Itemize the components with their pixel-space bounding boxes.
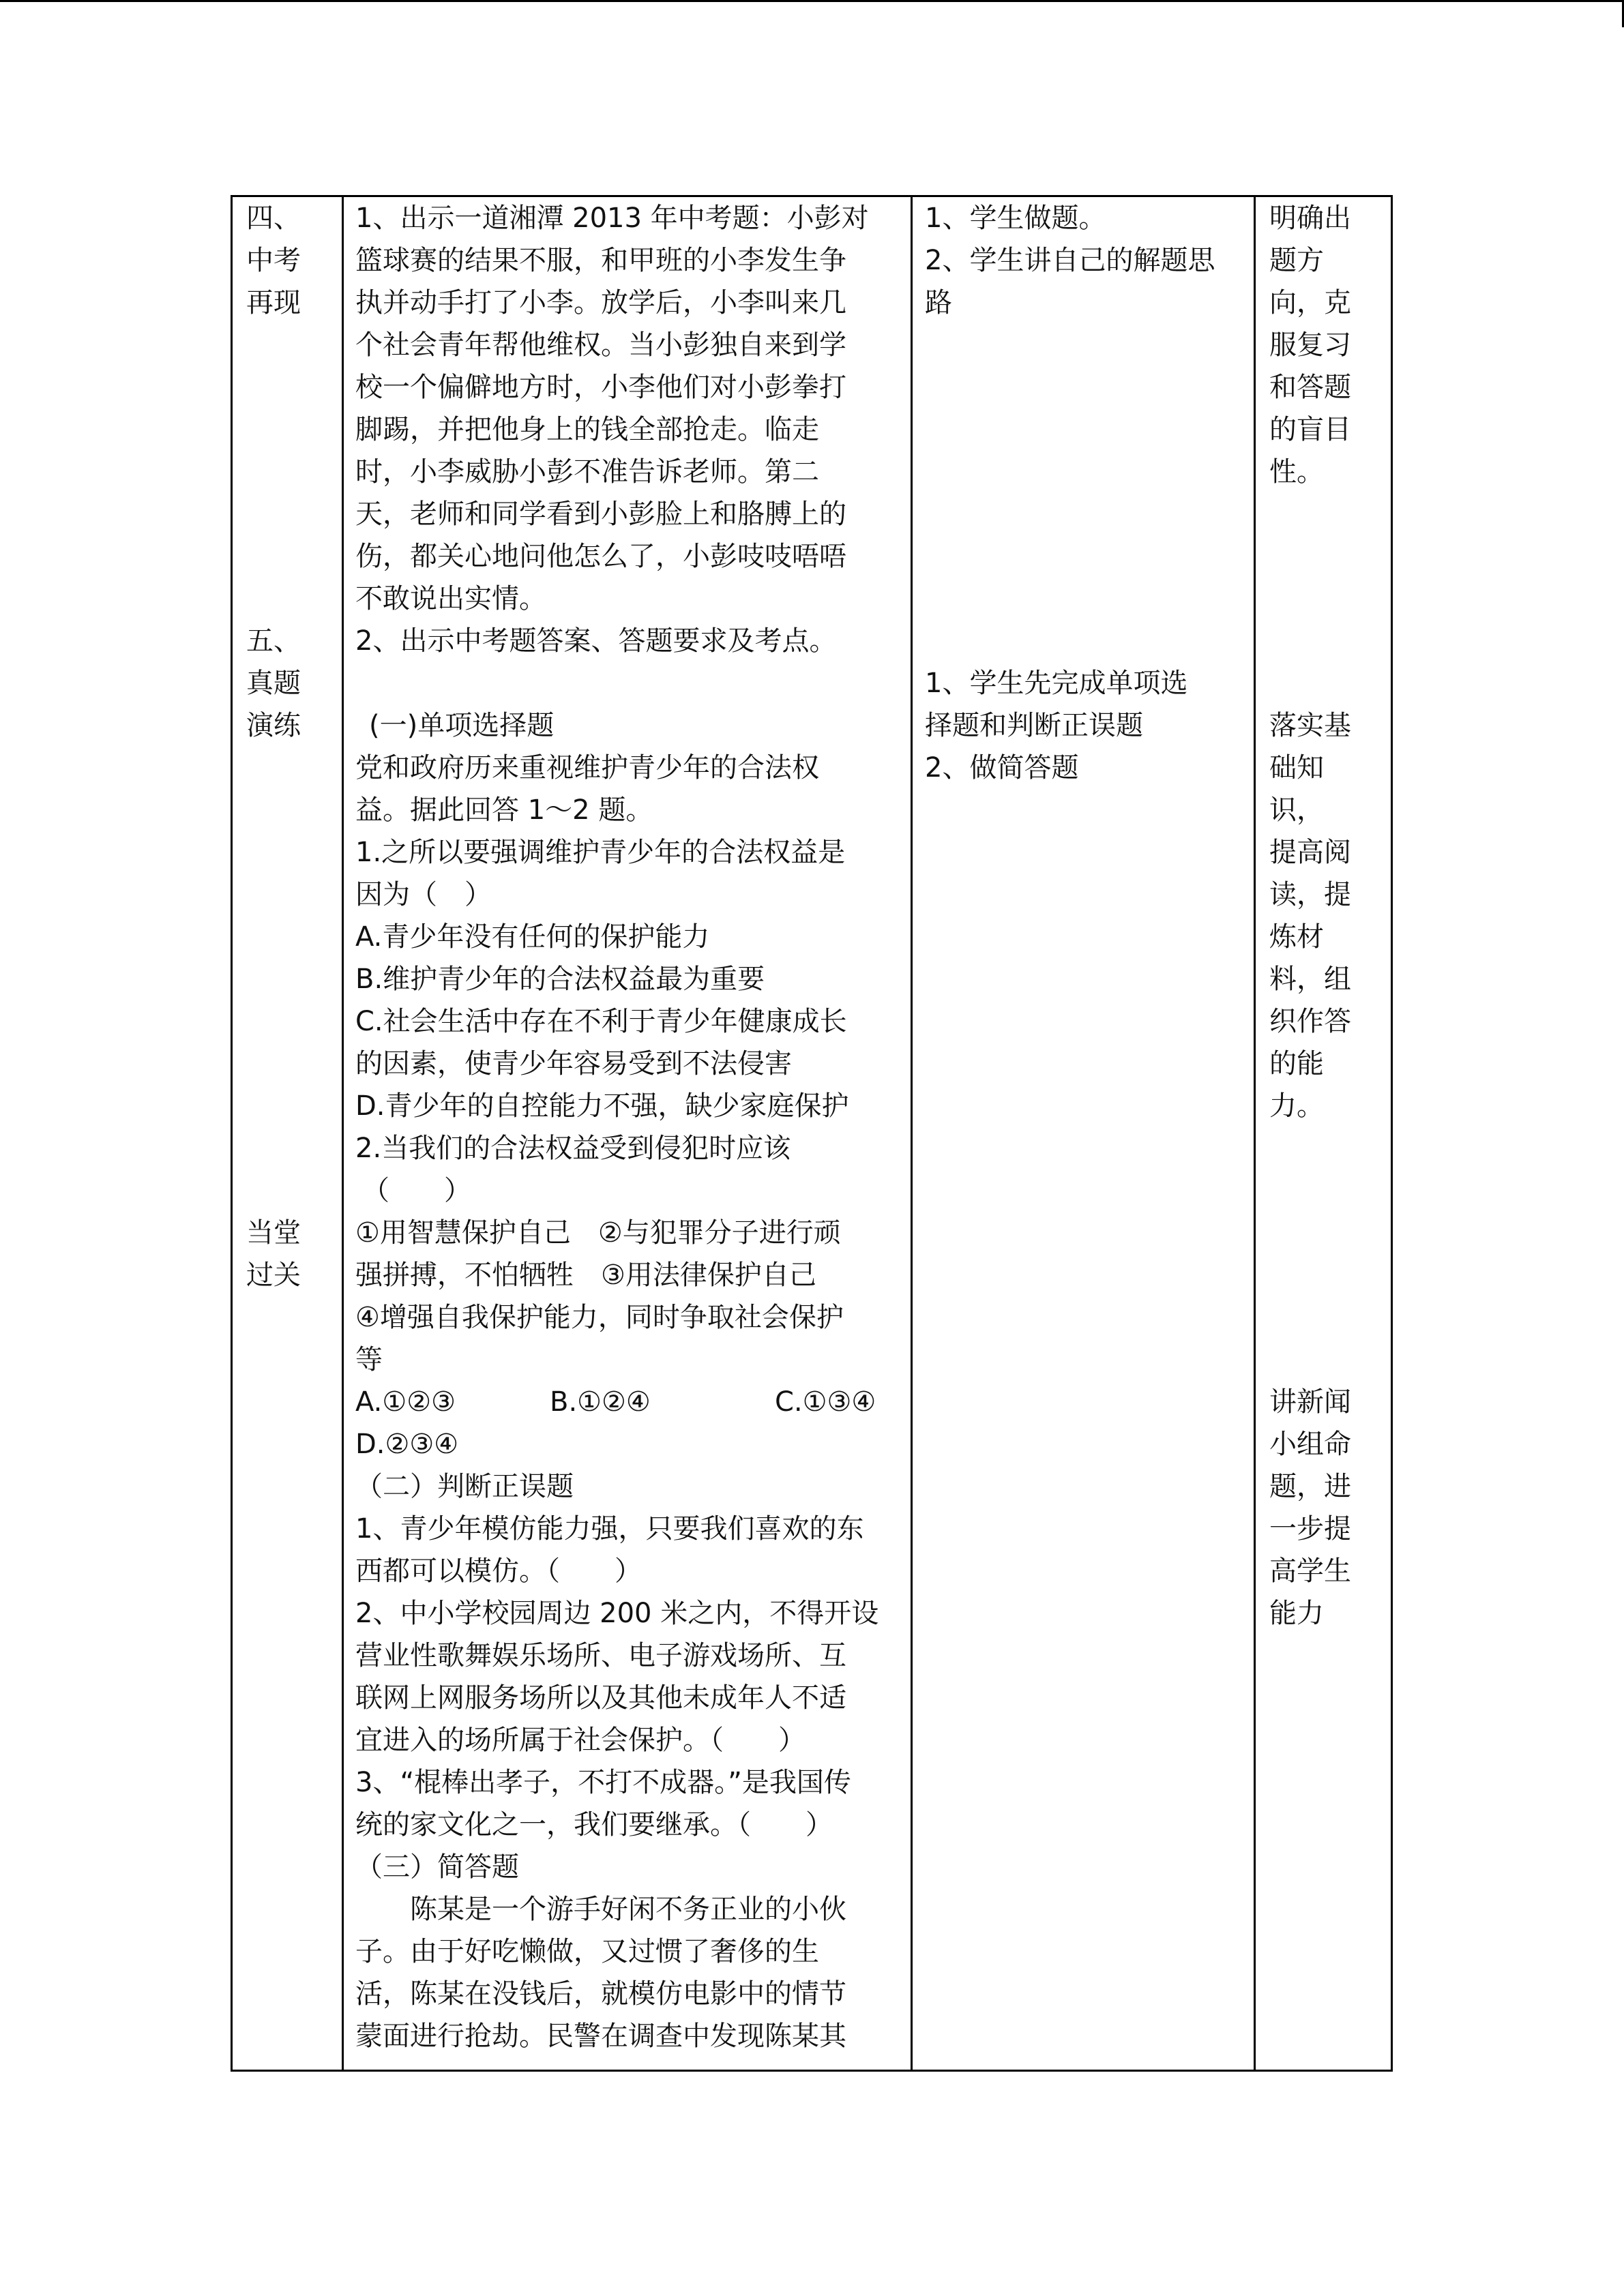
answer-options-row <box>355 1381 901 1423</box>
option-b: B.①②④ <box>550 1386 651 1418</box>
option-a: A.①②③ <box>355 1386 456 1418</box>
design-intent-column <box>1269 197 1372 1635</box>
design-intent-block-2: 落实基 础知 识， 提高阅 读，提 炼材 料，组 织作答 的能 力。 <box>1269 710 1351 1122</box>
student-activity-block-1: 1、学生做题。 2、学生讲自己的解题思 路 <box>925 203 1215 318</box>
section-4-heading: 四、 中考 再现 <box>246 203 301 318</box>
column-divider <box>911 197 913 2070</box>
student-activity-block-2: 1、学生先完成单项选 择题和判断正误题 2、做简答题 <box>925 668 1188 784</box>
exam-question-block: 1、出示一道湘潭 2013 年中考题：小彭对 篮球赛的结果不服，和甲班的小李发生争 执并动手打了小李。放学后，小李叫来几 个社会青年帮他维权。当小彭独自来到学 校一个偏僻地方时，小李他们对小彭拳打 脚踢，并把他身上的钱全部抢走。临走 时，小李威胁小彭不准告诉老师。第二 天，老师和同学看到小彭脸上和胳膊上的 伤，都关心地问他怎么了，小彭吱吱唔唔 不敢说出实情。 2、出示中考题答案、答题要求及考点。 <box>355 203 869 657</box>
lesson-plan-table <box>231 195 1393 2072</box>
student-activity-column <box>925 197 1252 789</box>
page-top-border <box>0 0 1624 2</box>
section-6-heading: 当堂 过关 <box>246 1217 301 1291</box>
multiple-choice-block: (一)单项选择题 党和政府历来重视维护青少年的合法权 益。据此回答 1～2 题。 1.之所以要强调维护青少年的合法权益是 因为（ ） A.青少年没有任何的保护能力 B.维护青少年的合法权益最为重要 C.社会生活中存在不利于青少年健康成长 的因素，使青少年容易受到不法侵害 D.青少年的自控能力不强，缺少家庭保护 2.当我们的合法权益受到侵犯时应该 （ ） ①用智慧保护自己 ②与犯罪分子进行顽 强拼搏，不怕牺牲 ③用法律保护自己 ④增强自我保护能力，同时争取社会保护 等 A.①②③ B.①②④ C.①③④ <box>355 704 901 1423</box>
true-false-and-short-answer-block: D.②③④ （二）判断正误题 1、青少年模仿能力强，只要我们喜欢的东 西都可以模仿。（ ） 2、中小学校园周边 200 米之内，不得开设 营业性歌舞娱乐场所、电子游戏场所、互 联网上网服务场所以及其他未成年人不适 宜进入的场所属于社会保护。（ ） 3、“棍棒出孝子，不打不成器。”是我国传 统的家文化之一，我们要继承。（ ） （三）简答题 陈某是一个游手好闲不务正业的小伙 子。由于好吃懒做，又过惯了奢侈的生 活，陈某在没钱后，就模仿电影中的情节 蒙面进行抢劫。民警在调查中发现陈某其 <box>355 1429 879 2052</box>
option-c: C.①③④ <box>775 1386 876 1418</box>
section-5-heading: 五、 真题 演练 <box>246 625 301 741</box>
column-divider <box>342 197 344 2070</box>
design-intent-block-3: 讲新闻 小组命 题，进 一步提 高学生 能力 <box>1269 1386 1351 1629</box>
design-intent-block-1: 明确出 题方 向，克 服复习 和答题 的盲目 性。 <box>1269 203 1351 488</box>
section-column <box>246 197 328 1296</box>
column-divider <box>1254 197 1256 2070</box>
teacher-activity-column <box>355 197 901 2057</box>
